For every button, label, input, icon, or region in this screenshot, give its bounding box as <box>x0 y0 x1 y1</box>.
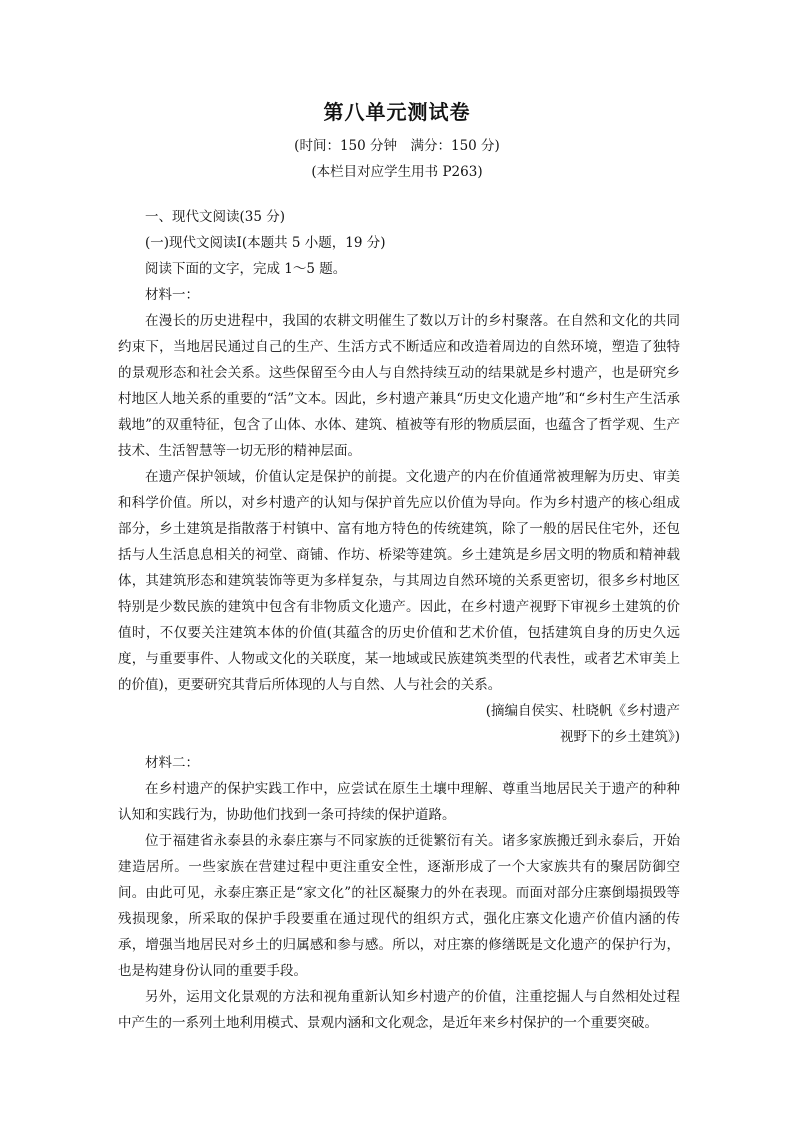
section-heading: 一、现代文阅读(35 分) <box>145 209 286 225</box>
material2-paragraph: 位于福建省永泰县的永泰庄寨与不同家族的迁徙繁衍有关。诸多家族搬迁到永泰后，开始建造居所。一些家族在营建过程中更注重安全性，逐渐形成了一个大家族共有的聚居防御空间。由此可见，永泰庄寨正是“家文化”的社区凝聚力的外在表现。而面对部分庄寨倒塌损毁等残损现象，所采取的保护手段要重在通过现代的组织方式，强化庄寨文化遗产价值内涵的传承，增强当地居民对乡土的归属感和参与感。所以，对庄寨的修缮既是文化遗产的保护行为，也是构建身份认同的重要手段。 <box>118 833 680 979</box>
material2-paragraph: 在乡村遗产的保护实践工作中，应尝试在原生土壤中理解、尊重当地居民关于遗产的种种认知和实践行为，协助他们找到一条可持续的保护道路。 <box>118 781 680 823</box>
material1-label: 材料一： <box>145 287 199 303</box>
exam-time-info: (时间：150 分钟 满分：150 分) <box>294 138 500 154</box>
exam-content <box>118 204 680 1036</box>
material1-paragraph: 在遗产保护领域，价值认定是保护的前提。文化遗产的内在价值通常被理解为历史、审美和科学价值。所以，对乡村遗产的认知与保护首先应以价值为导向。作为乡村遗产的核心组成部分，乡土建筑是指散落于村镇中、富有地方特色的传统建筑，除了一般的居民住宅外，还包括与人生活息息相关的祠堂、商铺、作坊、桥梁等建筑。乡土建筑是乡居文明的物质和精神载体，其建筑形态和建筑装饰等更为多样复杂，与其周边自然环境的关系更密切，很多乡村地区特别是少数民族的建筑中包含有非物质文化遗产。因此，在乡村遗产视野下审视乡土建筑的价值时，不仅要关注建筑本体的价值(其蕴含的历史价值和艺术价值，包括建筑自身的历史久远度，与重要事件、人物或文化的关联度，某一地域或民族建筑类型的代表性，或者艺术审美上的价值)，更要研究其背后所体现的人与自然、人与社会的关系。 <box>118 469 680 693</box>
material1-source-line: (摘编自侯实、杜晓帆《乡村遗产 <box>485 703 680 719</box>
exam-title: 第八单元测试卷 <box>323 100 471 124</box>
section-subheading: (一)现代文阅读Ⅰ(本题共 5 小题，19 分) <box>145 235 386 251</box>
material1-paragraph: 在漫长的历史进程中，我国的农耕文明催生了数以万计的乡村聚落。在自然和文化的共同约束下，当地居民通过自己的生产、生活方式不断适应和改造着周边的自然环境，塑造了独特的景观形态和社会关系。这些保留至今由人与自然持续互动的结果就是乡村遗产，也是研究乡村地区人地关系的重要的“活”文本。因此，乡村遗产兼具“历史文化遗产地”和“乡村生产生活承载地”的双重特征，包含了山体、水体、建筑、植被等有形的物质层面，也蕴含了哲学观、生产技术、生活智慧等一切无形的精神层面。 <box>118 313 680 459</box>
material2-label: 材料二： <box>145 755 199 771</box>
exam-book-reference: (本栏目对应学生用书 P263) <box>311 164 483 180</box>
material1-source-line: 视野下的乡土建筑》) <box>559 729 680 745</box>
material2-paragraph: 另外，运用文化景观的方法和视角重新认知乡村遗产的价值，注重挖掘人与自然相处过程中产生的一系列土地利用模式、景观内涵和文化观念，是近年来乡村保护的一个重要突破。 <box>118 989 680 1031</box>
reading-instruction: 阅读下面的文字，完成 1～5 题。 <box>145 261 347 277</box>
